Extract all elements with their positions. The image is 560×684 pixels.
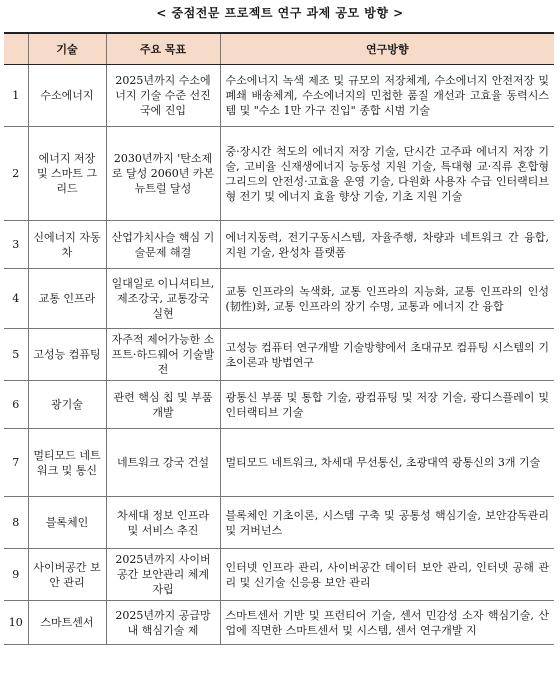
table-header-row — [4, 33, 554, 65]
row-number: 10 — [4, 601, 28, 645]
table-row — [4, 381, 554, 429]
row-number: 3 — [4, 221, 28, 269]
row-goal: 차세대 정보 인프라 및 서비스 추진 — [106, 497, 220, 549]
row-technology: 스마트센서 — [28, 601, 106, 645]
row-technology: 교통 인프라 — [28, 269, 106, 329]
table-row — [4, 269, 554, 329]
row-goal: 2025년까지 공급망 내 핵심기술 제 — [106, 601, 220, 645]
row-direction: 중·장시간 척도의 에너지 저장 기술, 단시간 고주파 에너지 저장 기술, 고비율 신재생에너지 능동성 지원 기술, 특대형 교·직류 혼합형 그리드의 안전성·고효율 운영 기술, 다원화 사용자 수급 인터랙티브형 전기 및 에너지 효율 향상 기술, 기초 지원 기술 — [220, 127, 554, 221]
row-number: 8 — [4, 497, 28, 549]
header-number — [4, 33, 28, 65]
row-goal: 2025년까지 사이버공간 보안관리 체계 자립 — [106, 549, 220, 601]
row-number: 7 — [4, 429, 28, 497]
row-technology: 사이버공간 보안 관리 — [28, 549, 106, 601]
row-technology: 광기술 — [28, 381, 106, 429]
table-row — [4, 65, 554, 127]
row-direction: 멀티모드 네트워크, 차세대 무선통신, 초광대역 광통신의 3개 기술 — [220, 429, 554, 497]
row-goal: 2030년까지 '탄소제로 달성 2060년 카본 뉴트럴 달성 — [106, 127, 220, 221]
row-number: 9 — [4, 549, 28, 601]
row-direction: 스마트센서 기반 및 프런티어 기술, 센서 민감성 소자 핵심기술, 산업에 직면한 스마트센서 및 시스템, 센서 연구개발 지 — [220, 601, 554, 645]
table-row — [4, 221, 554, 269]
document-title: < 중점전문 프로젝트 연구 과제 공모 방향 > — [156, 6, 404, 20]
table-row — [4, 127, 554, 221]
row-technology: 수소에너지 — [28, 65, 106, 127]
row-number: 4 — [4, 269, 28, 329]
row-number: 5 — [4, 329, 28, 381]
header-research-direction: 연구방향 — [220, 33, 554, 65]
row-direction: 블록체인 기초이론, 시스템 구축 및 공통성 핵심기술, 보안감독관리 및 거버넌스 — [220, 497, 554, 549]
row-technology: 에너지 저장 및 스마트 그리드 — [28, 127, 106, 221]
table-row — [4, 601, 554, 645]
table-row — [4, 429, 554, 497]
row-direction: 광통신 부품 및 통합 기술, 광컴퓨팅 및 저장 기술, 광디스플레이 및 인터랙티브 기술 — [220, 381, 554, 429]
row-number: 2 — [4, 127, 28, 221]
row-direction: 에너지동력, 전기구동시스템, 자율주행, 차량과 네트워크 간 융합, 지원 기술, 완성차 플랫폼 — [220, 221, 554, 269]
table-row — [4, 497, 554, 549]
table-row — [4, 329, 554, 381]
row-technology: 신에너지 자동차 — [28, 221, 106, 269]
row-number: 6 — [4, 381, 28, 429]
table-row — [4, 549, 554, 601]
row-technology: 블록체인 — [28, 497, 106, 549]
row-number: 1 — [4, 65, 28, 127]
research-direction-table — [4, 32, 554, 645]
header-main-goal: 주요 목표 — [106, 33, 220, 65]
row-direction: 고성능 컴퓨터 연구개발 기술방향에서 초대규모 컴퓨팅 시스템의 기초이론과 방법연구 — [220, 329, 554, 381]
row-goal: 자주적 제어가능한 소프트·하드웨어 기술발전 — [106, 329, 220, 381]
row-direction: 인터넷 인프라 관리, 사이버공간 데이터 보안 관리, 인터넷 공해 관리 및 신기술 신응용 보안 관리 — [220, 549, 554, 601]
row-technology: 고성능 컴퓨팅 — [28, 329, 106, 381]
row-goal: 일대일로 이니셔티브, 제조강국, 교통강국 실현 — [106, 269, 220, 329]
row-goal: 관련 핵심 칩 및 부품 개발 — [106, 381, 220, 429]
row-goal: 네트워크 강국 건설 — [106, 429, 220, 497]
row-direction: 교통 인프라의 녹색화, 교통 인프라의 지능화, 교통 인프라의 인성(韧性)화, 교통 인프라의 장기 수명, 교통과 에너지 간 융합 — [220, 269, 554, 329]
row-goal: 산업가치사슬 핵심 기술문제 해결 — [106, 221, 220, 269]
row-goal: 2025년까지 수소에너지 기술 수준 선진국에 진입 — [106, 65, 220, 127]
row-direction: 수소에너지 녹색 제조 및 규모의 저장체계, 수소에너지 안전저장 및 폐쇄 배송체계, 수소에너지의 민첩한 품질 개선과 고효율 동력시스템 및 "수소 1만 가구 진입" 종합 시범 기술 — [220, 65, 554, 127]
header-technology: 기술 — [28, 33, 106, 65]
row-technology: 멀티모드 네트워크 및 통신 — [28, 429, 106, 497]
